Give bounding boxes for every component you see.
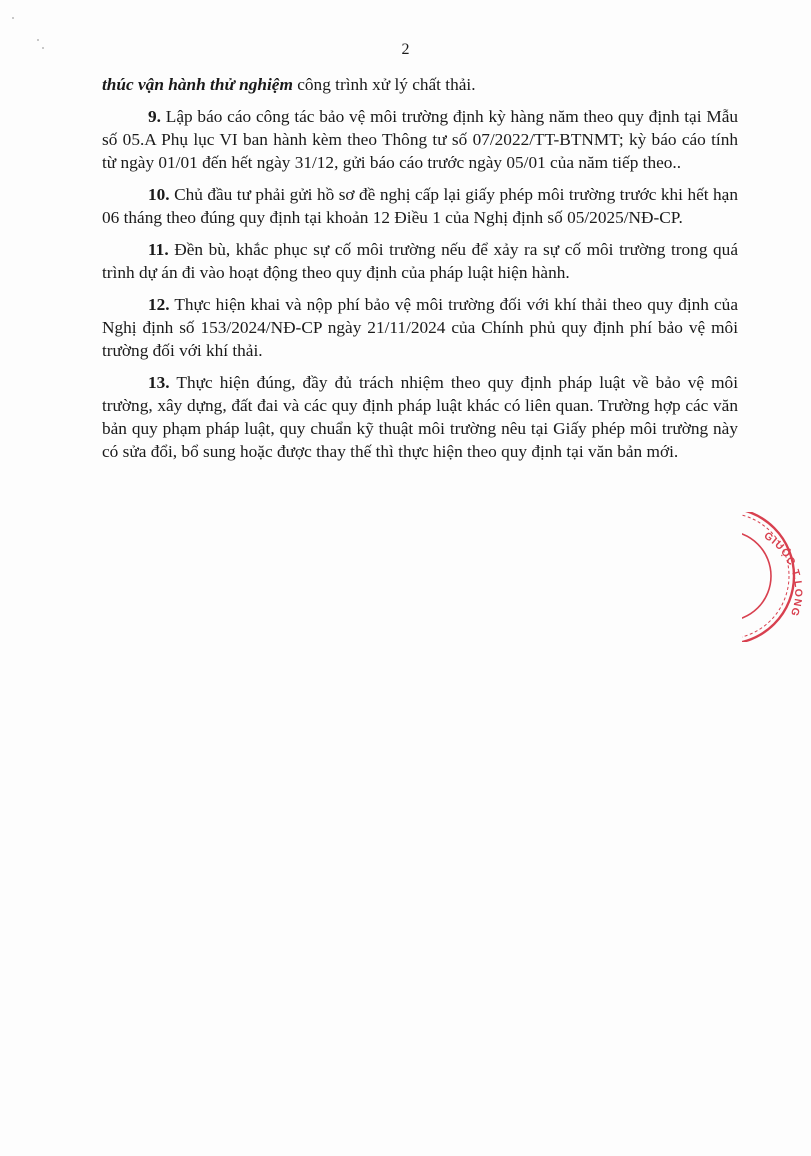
page-number: 2 xyxy=(401,41,410,58)
paragraph-11 xyxy=(102,238,738,284)
document-body xyxy=(102,73,738,472)
paragraph-12 xyxy=(102,293,738,362)
paragraph-text: Thực hiện khai và nộp phí bảo vệ môi trường đối với khí thải theo quy định của Nghị định số 153/2024/NĐ-CP ngày 21/11/2024 của Chính phủ quy định phí bảo vệ môi trường đối với khí thải. xyxy=(102,295,738,360)
paragraph-number: 11. xyxy=(148,240,169,259)
official-seal-stamp xyxy=(742,512,811,642)
paragraph-number: 13. xyxy=(148,373,170,392)
paragraph-text: Lập báo cáo công tác bảo vệ môi trường định kỳ hàng năm theo quy định tại Mẫu số 05.A Phụ lục VI ban hành kèm theo Thông tư số 07/2022/TT-BTNMT; kỳ báo cáo tính từ ngày 01/01 đến hết ngày 31/12, gửi báo cáo trước ngày 05/01 của năm tiếp theo.. xyxy=(102,107,738,172)
scan-speck xyxy=(12,17,14,19)
paragraph-text: Đền bù, khắc phục sự cố môi trường nếu để xảy ra sự cố môi trường trong quá trình dự án đi vào hoạt động theo quy định của pháp luật hiện hành. xyxy=(102,240,738,282)
italic-lead: thúc vận hành thử nghiệm xyxy=(102,75,293,94)
paragraph-text: Thực hiện đúng, đầy đủ trách nhiệm theo quy định pháp luật về bảo vệ môi trường, xây dựng, đất đai và các quy định pháp luật khác có liên quan. Trường hợp các văn bản quy phạm pháp luật, quy chuẩn kỹ thuật môi trường nêu tại Giấy phép môi trường này có sửa đổi, bổ sung hoặc được thay thế thì thực hiện theo quy định tại văn bản mới. xyxy=(102,373,738,461)
paragraph-text: Chủ đầu tư phải gửi hồ sơ đề nghị cấp lại giấy phép môi trường trước khi hết hạn 06 tháng theo đúng quy định tại khoản 12 Điều 1 của Nghị định số 05/2025/NĐ-CP. xyxy=(102,185,738,227)
paragraph-10 xyxy=(102,183,738,229)
paragraph-number: 9. xyxy=(148,107,161,126)
paragraph-13 xyxy=(102,371,738,463)
paragraph-number: 10. xyxy=(148,185,170,204)
paragraph-number: 12. xyxy=(148,295,170,314)
paragraph-9 xyxy=(102,105,738,174)
svg-text:GIUỘC T.LONG: GIUỘC T.LONG xyxy=(761,529,805,619)
paragraph-8-continuation xyxy=(102,73,738,96)
paragraph-text: công trình xử lý chất thải. xyxy=(292,75,476,94)
